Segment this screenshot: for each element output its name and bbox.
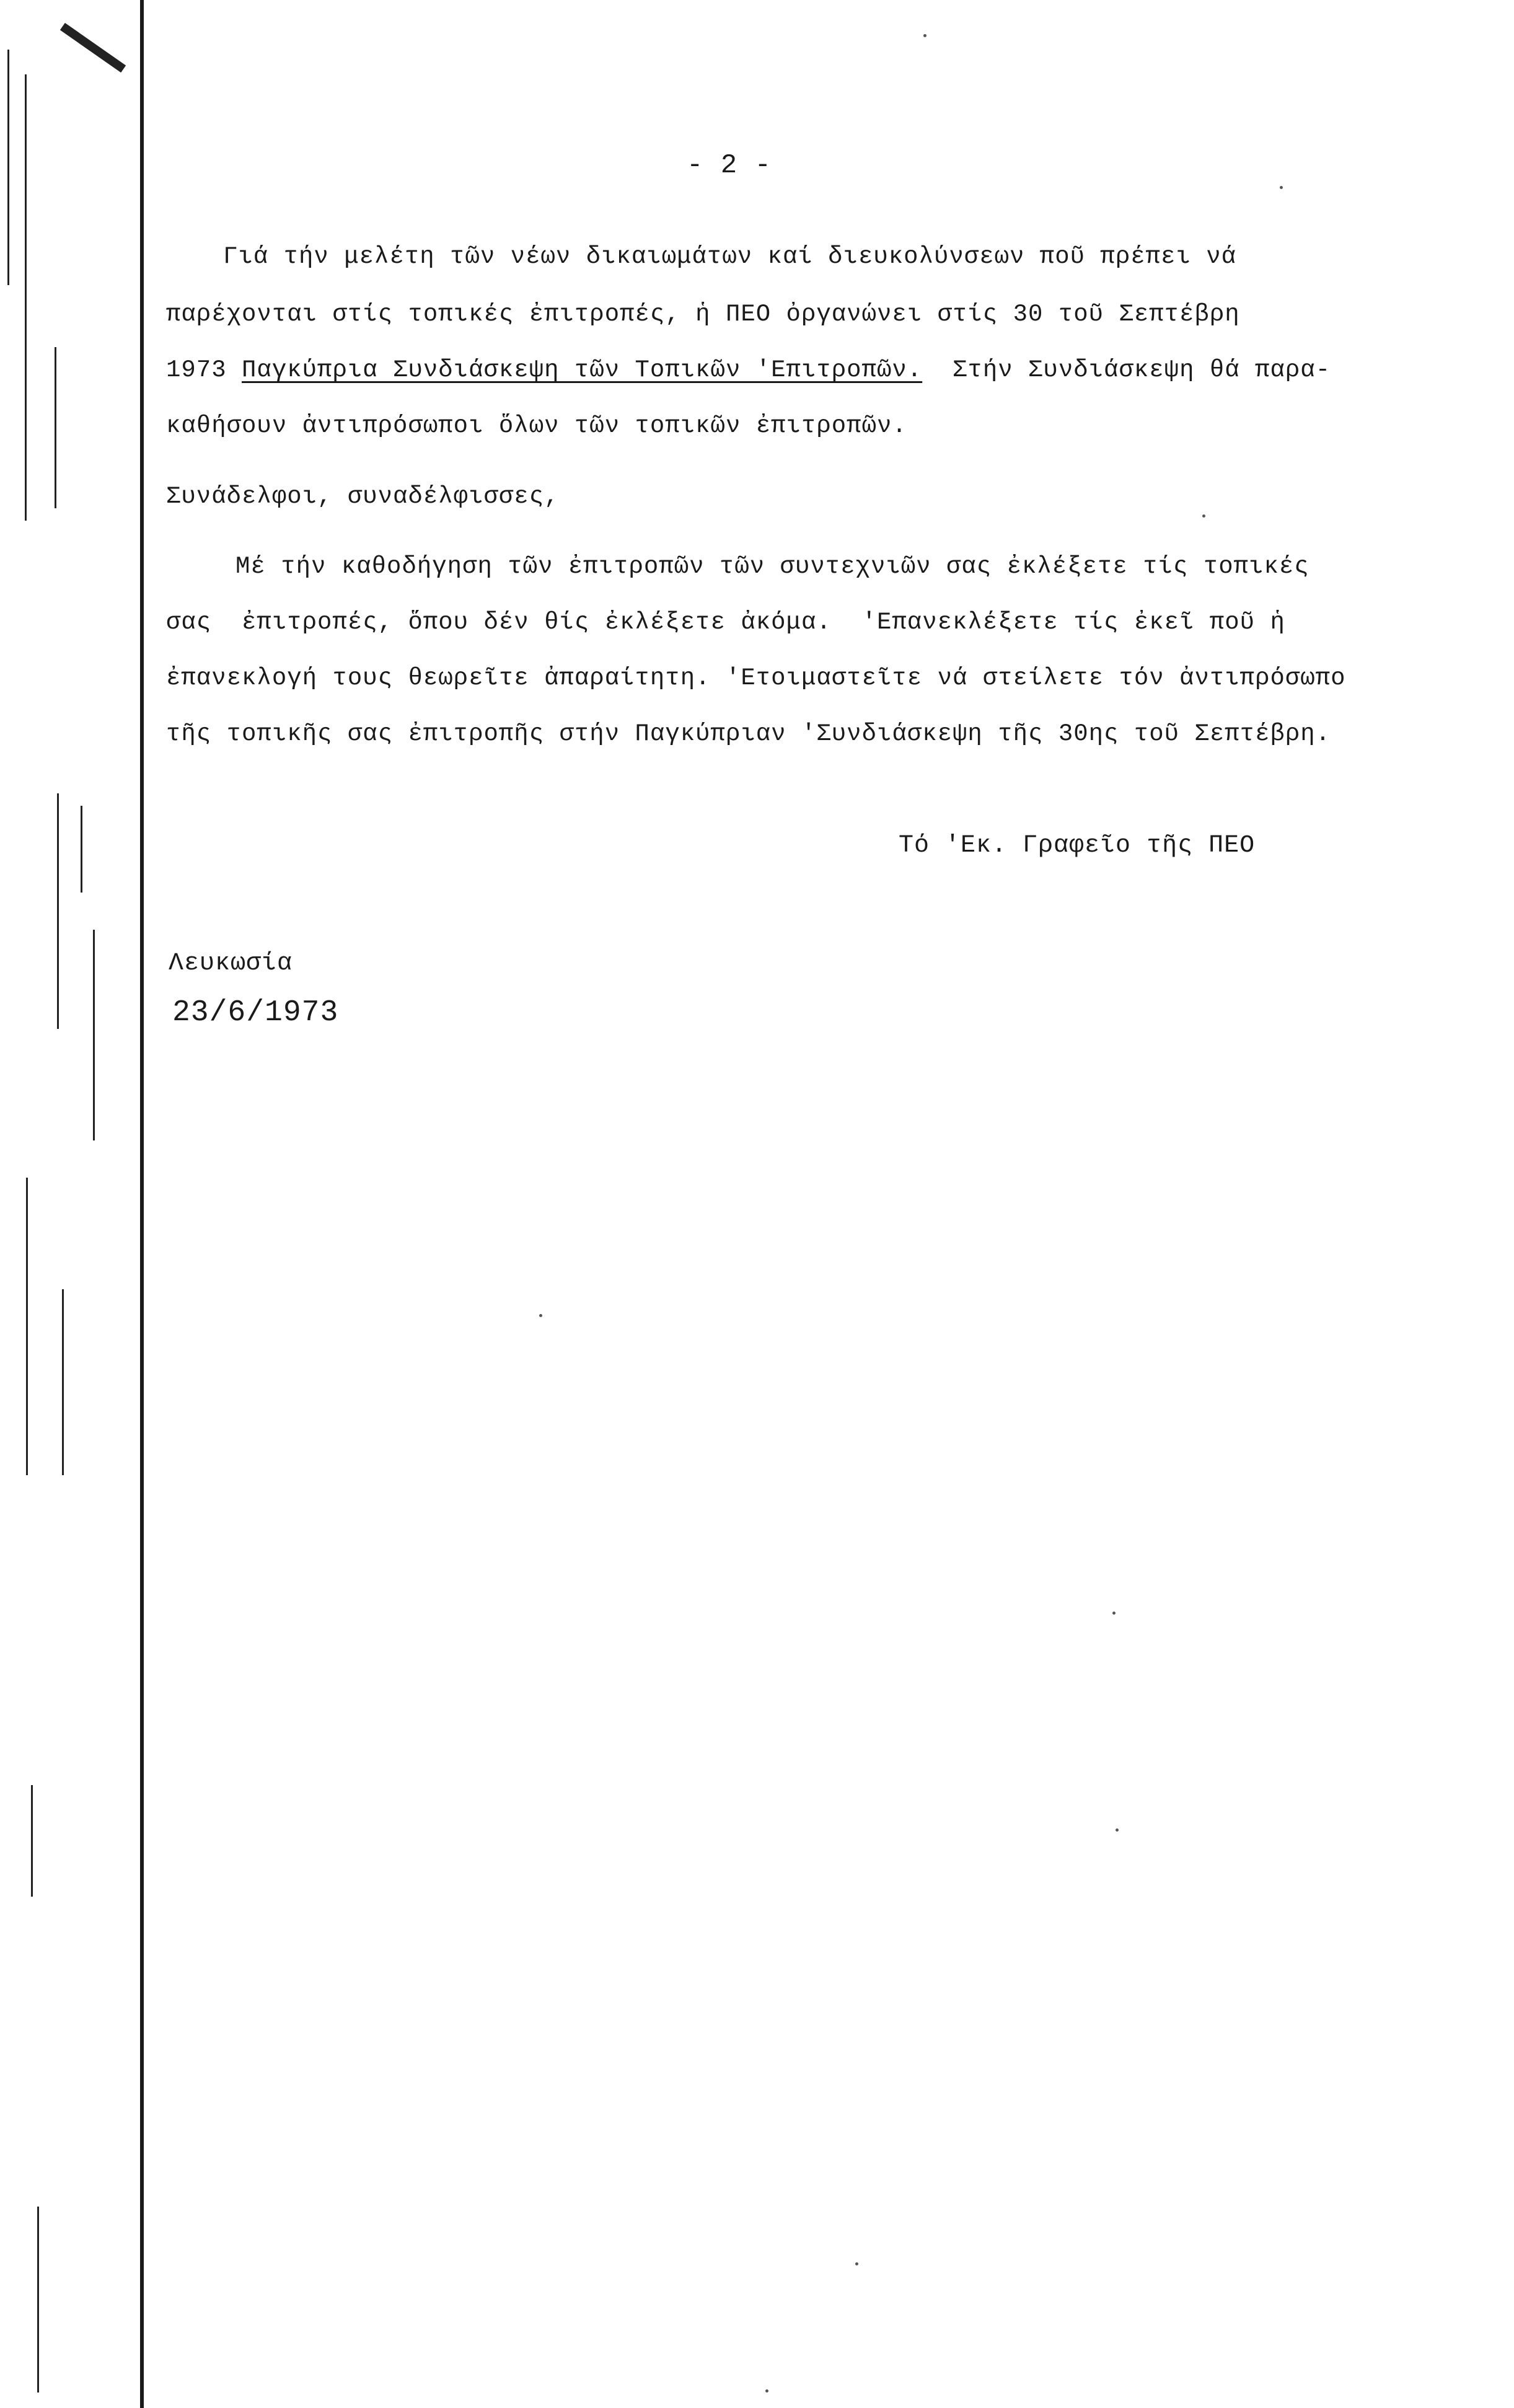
paragraph-1-line-2: παρέχονται στίς τοπικές ἐπιτροπές, ἡ ΠΕΟ ὀργανώνει στίς 30 τοῦ Σεπτέβρη <box>166 301 1240 328</box>
paragraph-1-line-1: Γιά τήν μελέτη τῶν νέων δικαιωμάτων καί διευκολύνσεων ποῦ πρέπει νά <box>223 243 1237 270</box>
paragraph-1-line-3 <box>166 358 1331 382</box>
scan-mark <box>37 2207 39 2393</box>
scan-dot <box>1280 186 1283 189</box>
scan-mark <box>57 793 59 1029</box>
scan-mark <box>60 23 126 73</box>
signature: Τό 'Εκ. Γραφεῖο τῆς ΠΕΟ <box>899 832 1256 860</box>
scan-mark <box>55 347 56 508</box>
page-binding-edge <box>140 0 144 2408</box>
scan-mark <box>7 50 9 285</box>
place: Λευκωσία <box>169 950 293 977</box>
scan-mark <box>93 930 95 1140</box>
conference-title: Παγκύπρια Συνδιάσκεψη τῶν Τοπικῶν 'Επιτροπῶν. <box>242 356 923 384</box>
paragraph-2-line-1: Μέ τήν καθοδήγηση τῶν ἐπιτροπῶν τῶν συντεχνιῶν σας ἐκλέξετε τίς τοπικές <box>235 553 1309 580</box>
scan-dot <box>1202 514 1205 518</box>
scan-dot <box>855 2262 858 2265</box>
paragraph-1-line-3-prefix: 1973 <box>166 356 242 384</box>
scan-dot <box>539 1314 542 1317</box>
page-number: - 2 - <box>687 150 772 181</box>
paragraph-1-line-4: καθήσουν ἀντιπρόσωποι ὅλων τῶν τοπικῶν ἐπιτροπῶν. <box>166 412 907 439</box>
scan-dot <box>1116 1828 1119 1832</box>
scan-mark <box>31 1785 33 1897</box>
scan-mark <box>62 1289 64 1475</box>
salutation: Συνάδελφοι, συναδέλφισσες, <box>166 483 560 510</box>
paragraph-2-line-3: ἐπανεκλογή τους θεωρεῖτε ἀπαραίτητη. 'Ετοιμαστεῖτε νά στείλετε τόν ἀντιπρόσωπο <box>166 664 1346 692</box>
scan-mark <box>25 74 27 521</box>
paragraph-1-line-3-suffix: Στήν Συνδιάσκεψη θά παρα- <box>922 356 1331 384</box>
scan-mark <box>81 806 82 893</box>
scan-dot <box>1112 1612 1116 1615</box>
scan-dot <box>765 2389 768 2393</box>
scan-mark <box>26 1178 28 1475</box>
date: 23/6/1973 <box>172 996 339 1030</box>
scan-dot <box>923 34 926 37</box>
paragraph-2-line-2: σας ἐπιτροπές, ὅπου δέν θίς ἐκλέξετε ἀκόμα. 'Επανεκλέξετε τίς ἐκεῖ ποῦ ἡ <box>166 609 1285 636</box>
paragraph-2-line-4: τῆς τοπικῆς σας ἐπιτροπῆς στήν Παγκύπριαν 'Συνδιάσκεψη τῆς 30ης τοῦ Σεπτέβρη. <box>166 720 1331 748</box>
